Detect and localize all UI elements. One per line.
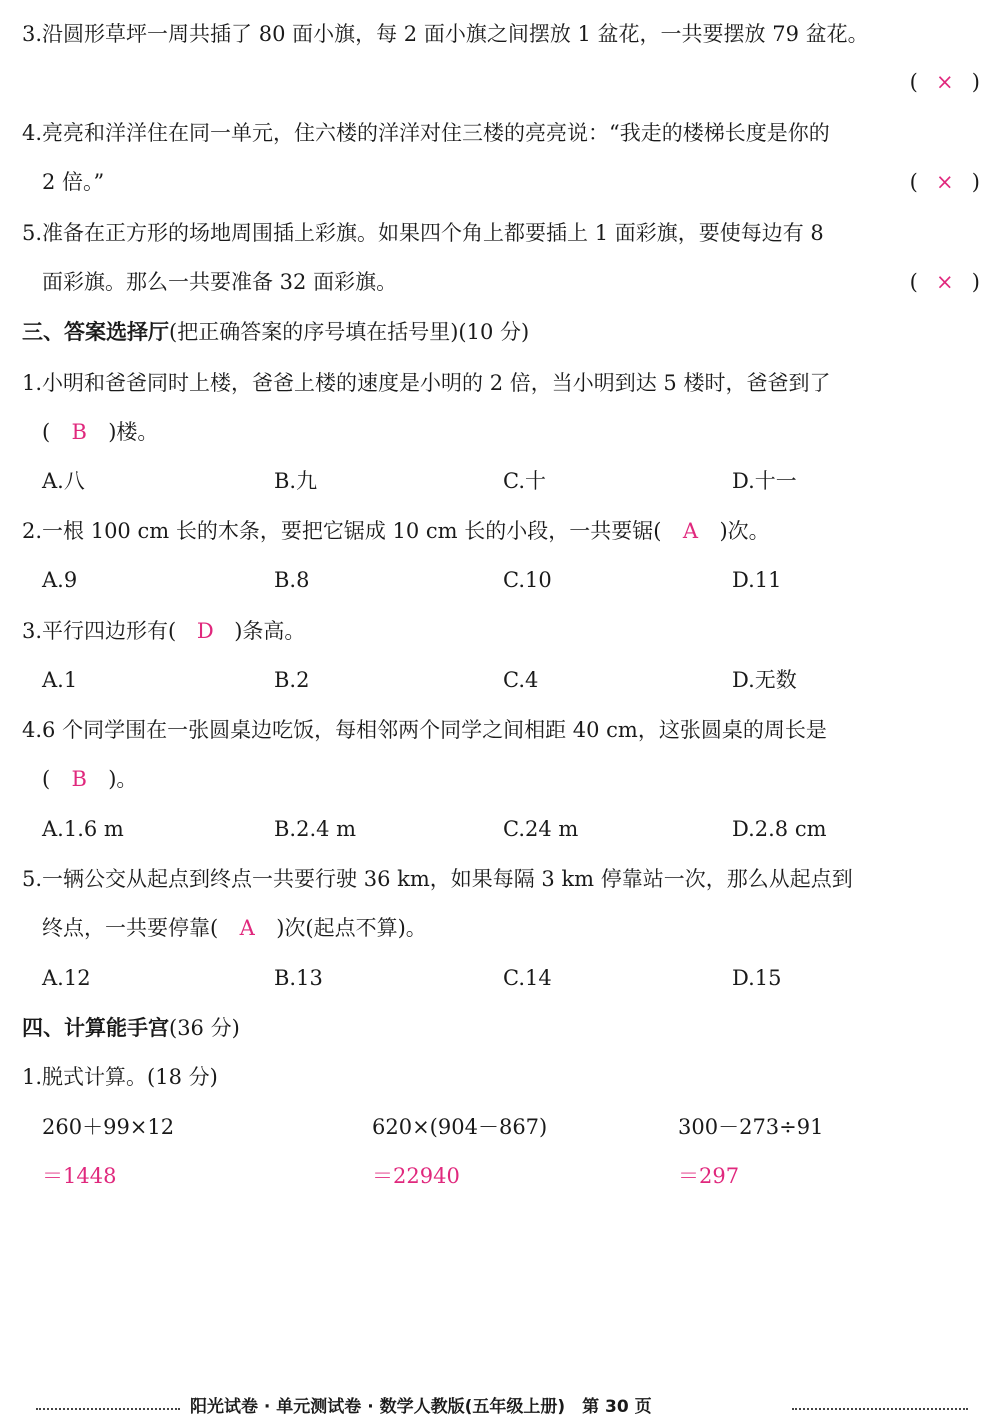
s3-q2-post: )次。 [719,519,770,543]
section4-note: (36 分) [169,1016,240,1040]
footer-text: 阳光试卷 · 单元测试卷 · 数学人教版(五年级上册) 第 30 页 [190,1397,652,1417]
s3-q2-option-d: D.11 [732,568,782,592]
s3-q3-option-a: A.1 [42,668,78,692]
s3-q4-post: )。 [108,767,138,791]
paren-close: ) [971,270,980,294]
s3-q2-option-a: A.9 [42,568,78,592]
section3-title: 三、答案选择厅 [22,320,169,344]
s3-q1-option-c: C.十 [503,469,546,493]
footer-divider-left [36,1408,180,1410]
s3-q5-answer: A [239,916,255,940]
s4-result-1: ＝1448 [42,1164,117,1188]
s4-expr-2: 620×(904－867) [372,1115,548,1139]
s4-result-2: ＝22940 [372,1164,460,1188]
s4-expr-3: 300－273÷91 [678,1115,824,1139]
paren-open: ( [909,70,918,94]
s3-q2-option-c: C.10 [503,568,552,592]
s3-q2-text [22,517,770,545]
paren-close: ) [971,70,980,94]
s3-q3-option-c: C.4 [503,668,539,692]
judge-q5-text-cont: 面彩旗。那么一共要准备 32 面彩旗。 [42,270,398,294]
s3-q2-answer: A [682,519,699,543]
judge-q3-text: 3.沿圆形草坪一周共插了 80 面小旗，每 2 面小旗之间摆放 1 盆花，一共要摆放 79 盆花。 [22,22,869,46]
s3-q1-post: )楼。 [108,420,159,444]
judge-q4-answer: × [935,170,954,194]
s3-q1-option-b: B.九 [274,469,318,493]
s3-q4-answer: B [71,767,87,791]
s3-q2-pre: 2.一根 100 cm 长的木条，要把它锯成 10 cm 长的小段，一共要锯( [22,519,662,543]
section3-heading [22,318,529,346]
page-footer [0,1396,1000,1420]
s3-q4-option-b: B.2.4 m [274,817,357,841]
s3-q5-post: )次(起点不算)。 [276,916,427,940]
judge-q5-answer-box [910,268,980,296]
paren-open: ( [909,270,918,294]
section4-heading [22,1014,240,1042]
judge-q5-answer: × [935,270,954,294]
judge-q5-text: 5.准备在正方形的场地周围插上彩旗。如果四个角上都要插上 1 面彩旗，要使每边有 8 [22,221,824,245]
s3-q5-option-c: C.14 [503,966,552,990]
s3-q3-option-b: B.2 [274,668,310,692]
footer-divider-right [792,1408,968,1410]
section4-title: 四、计算能手宫 [22,1016,169,1040]
s3-q1-blank-line [42,418,158,446]
judge-q4-answer-box [910,168,980,196]
s3-q5-option-d: D.15 [732,966,782,990]
section3-note: (把正确答案的序号填在括号里)(10 分) [169,320,530,344]
s3-q4-text: 4.6 个同学围在一张圆桌边吃饭，每相邻两个同学之间相距 40 cm，这张圆桌的周长是 [22,718,827,742]
s3-q4-blank-line [42,765,137,793]
s3-q1-option-d: D.十一 [732,469,797,493]
judge-q3-answer-box [910,68,980,96]
s3-q3-option-d: D.无数 [732,668,797,692]
s3-q3-answer: D [196,619,214,643]
s3-q2-option-b: B.8 [274,568,310,592]
s3-q3-post: )条高。 [234,619,306,643]
s4-result-3: ＝297 [678,1164,740,1188]
s3-q1-option-a: A.八 [42,469,85,493]
s3-q4-option-c: C.24 m [503,817,579,841]
paren-close: ) [971,170,980,194]
s3-q5-text: 5.一辆公交从起点到终点一共要行驶 36 km，如果每隔 3 km 停靠站一次，那么从起点到 [22,867,853,891]
judge-q3-answer: × [935,70,954,94]
s3-q3-text [22,617,305,645]
s3-q5-option-a: A.12 [42,966,91,990]
s3-q4-option-d: D.2.8 cm [732,817,827,841]
s4-expr-1: 260＋99×12 [42,1115,175,1139]
s3-q5-pre: 终点，一共要停靠( [42,916,219,940]
s3-q5-blank-line [42,914,427,942]
s3-q1-answer: B [71,420,87,444]
s3-q4-option-a: A.1.6 m [42,817,124,841]
judge-q4-text-cont: 2 倍。” [42,170,105,194]
s3-q1-text: 1.小明和爸爸同时上楼，爸爸上楼的速度是小明的 2 倍，当小明到达 5 楼时，爸爸到了 [22,371,831,395]
s3-q1-pre: ( [42,420,51,444]
paren-open: ( [909,170,918,194]
s3-q4-pre: ( [42,767,51,791]
s3-q3-pre: 3.平行四边形有( [22,619,177,643]
s3-q5-option-b: B.13 [274,966,323,990]
judge-q4-text: 4.亮亮和洋洋住在同一单元，住六楼的洋洋对住三楼的亮亮说：“我走的楼梯长度是你的 [22,121,830,145]
s4-q1-title: 1.脱式计算。(18 分) [22,1065,218,1089]
